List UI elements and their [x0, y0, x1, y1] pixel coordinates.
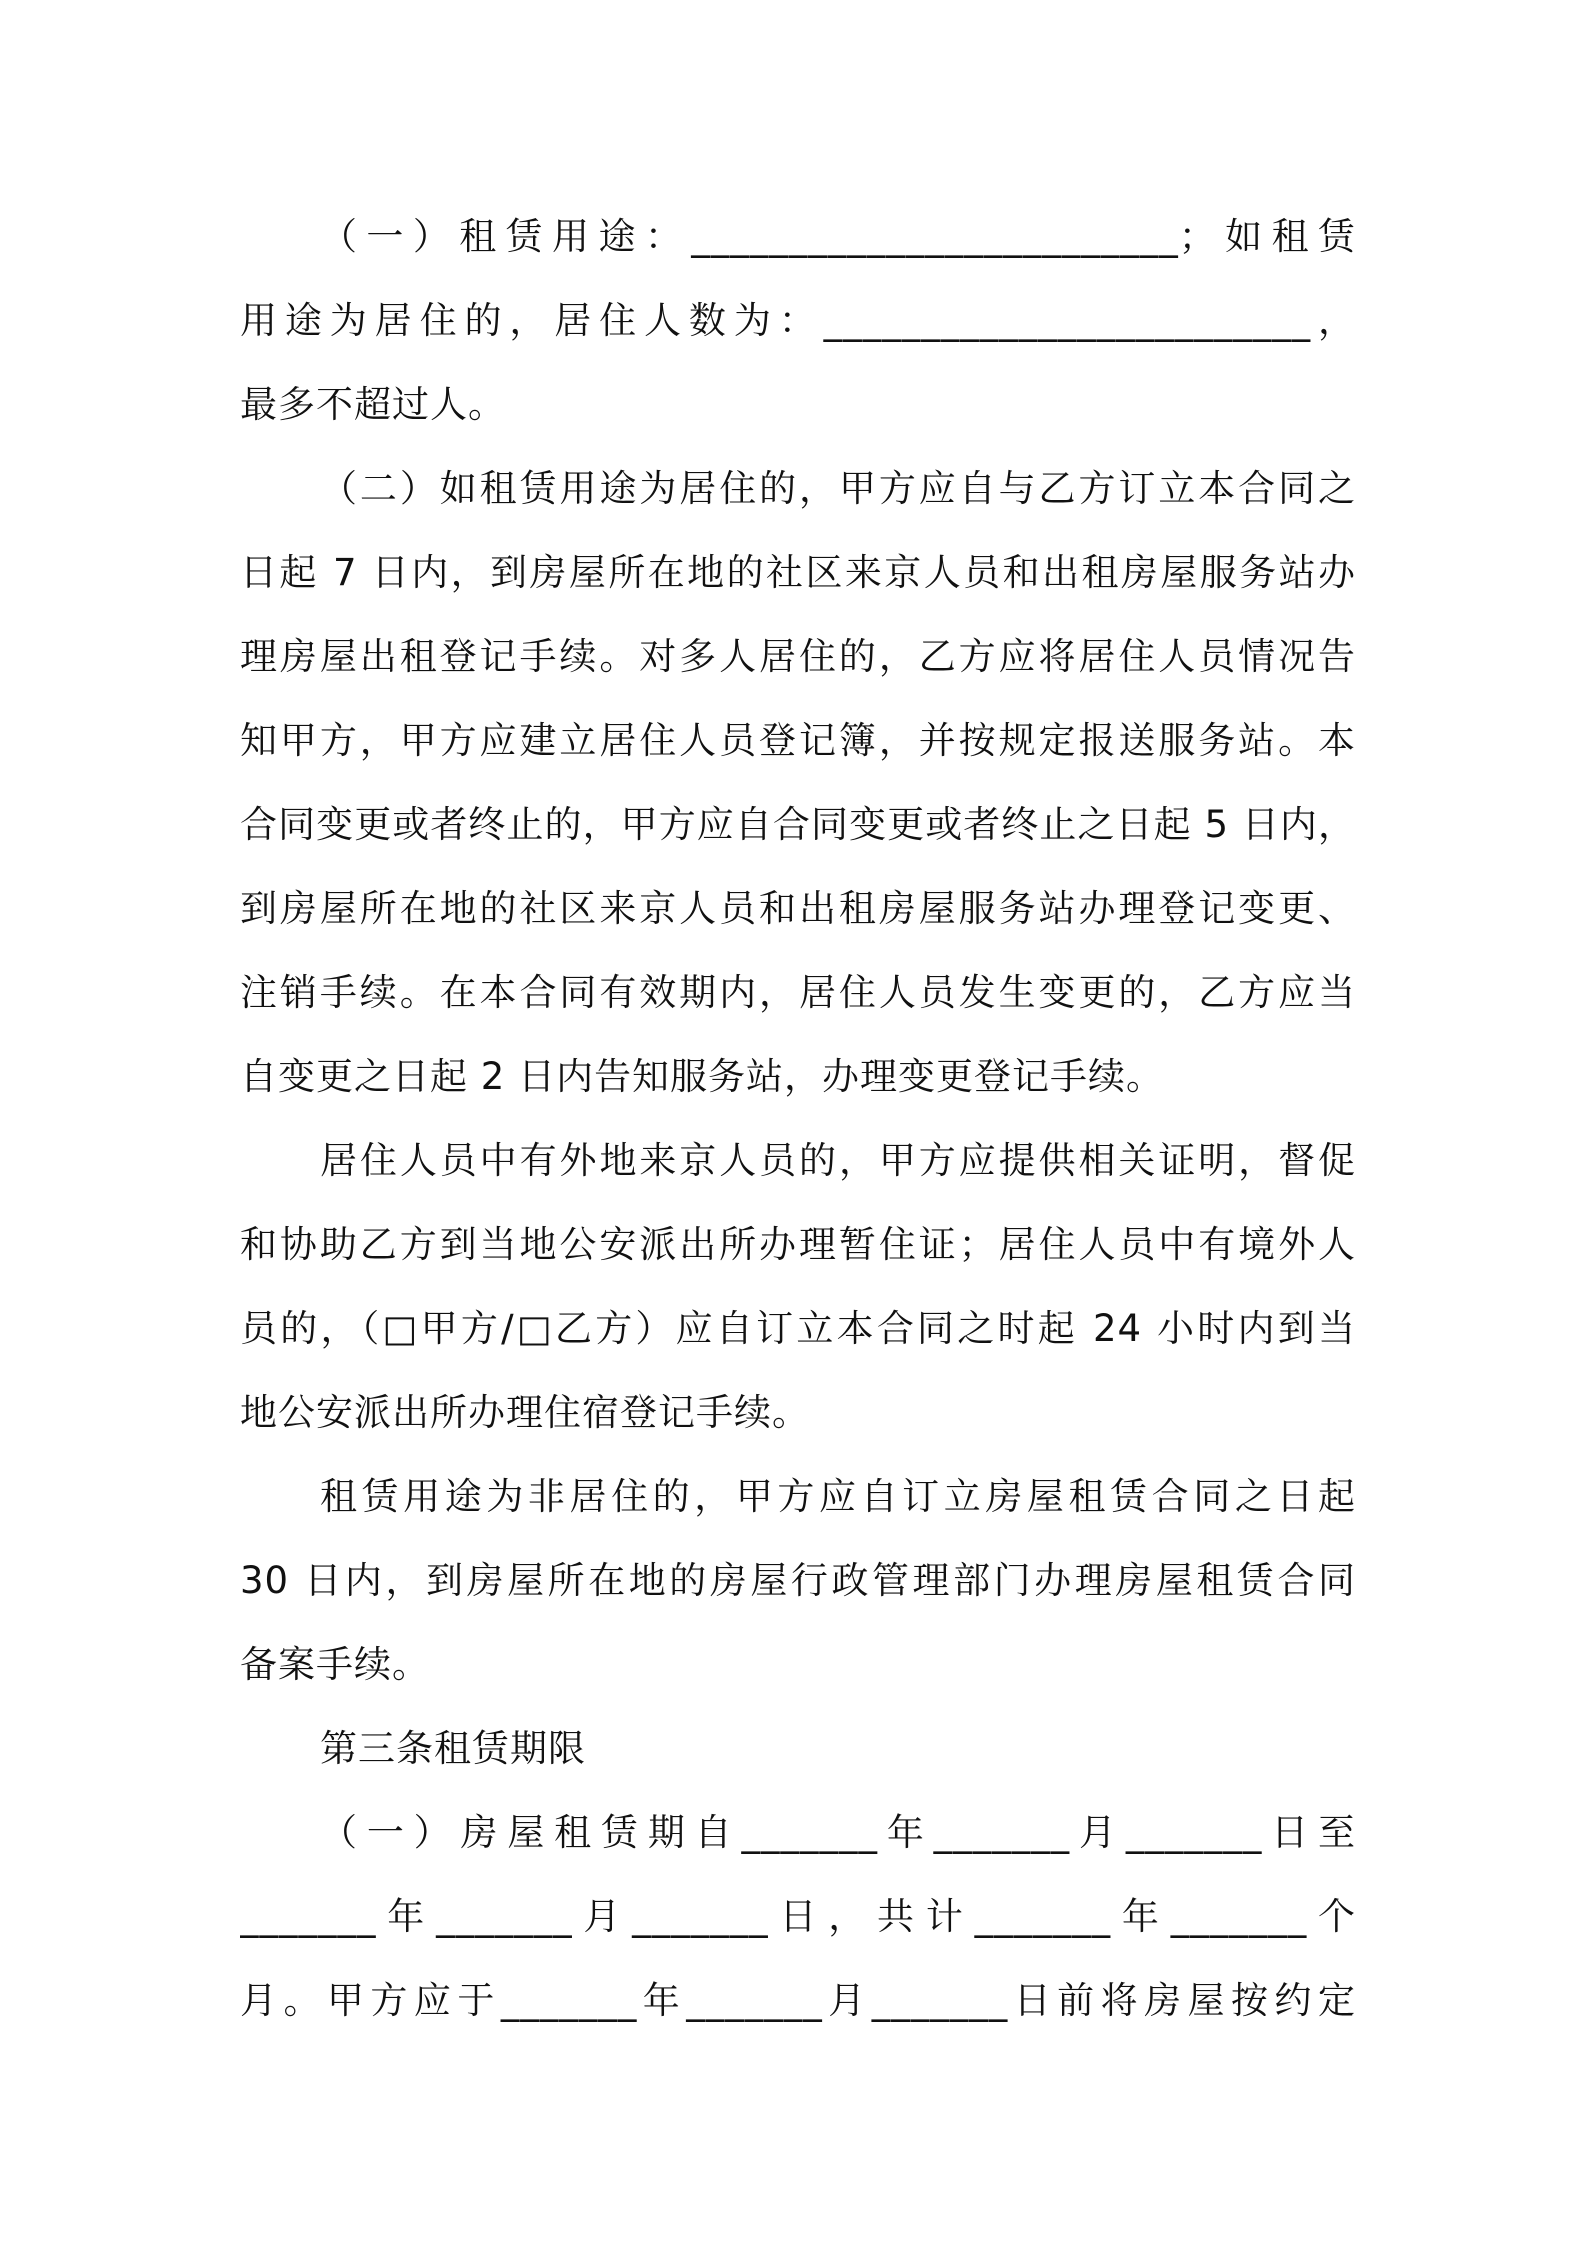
text-line: _______年_______月_______日，共计_______年_______个 — [240, 1895, 1356, 1938]
text-line: 月。甲方应于_______年_______月_______日前将房屋按约定 — [240, 1979, 1356, 2022]
text-line: 备案手续。 — [240, 1643, 430, 1686]
text-line: （一）房屋租赁期自_______年_______月_______日至 — [320, 1811, 1356, 1854]
text-line: 30 日内，到房屋所在地的房屋行政管理部门办理房屋租赁合同 — [240, 1559, 1356, 1602]
text-line: 居住人员中有外地来京人员的，甲方应提供相关证明，督促 — [320, 1139, 1356, 1182]
text-line: 到房屋所在地的社区来京人员和出租房屋服务站办理登记变更、 — [240, 887, 1356, 930]
text-line: 员的，（□甲方/□乙方）应自订立本合同之时起 24 小时内到当 — [240, 1307, 1356, 1350]
text-line: 最多不超过人。 — [240, 383, 506, 426]
text-line: 自变更之日起 2 日内告知服务站，办理变更登记手续。 — [240, 1055, 1165, 1098]
text-line: 用途为居住的，居住人数为：_________________________， — [240, 299, 1356, 342]
text-line: 日起 7 日内，到房屋所在地的社区来京人员和出租房屋服务站办 — [240, 551, 1356, 594]
section-heading: 第三条租赁期限 — [320, 1727, 586, 1770]
text-line: 知甲方，甲方应建立居住人员登记簿，并按规定报送服务站。本 — [240, 719, 1356, 762]
contract-text — [240, 195, 1356, 2043]
text-line: 租赁用途为非居住的，甲方应自订立房屋租赁合同之日起 — [320, 1475, 1356, 1518]
text-line: 理房屋出租登记手续。对多人居住的，乙方应将居住人员情况告 — [240, 635, 1356, 678]
text-line: 地公安派出所办理住宿登记手续。 — [240, 1391, 810, 1434]
text-line: （二）如租赁用途为居住的，甲方应自与乙方订立本合同之 — [320, 467, 1356, 510]
text-line: 合同变更或者终止的，甲方应自合同变更或者终止之日起 5 日内， — [240, 803, 1356, 846]
text-line: 注销手续。在本合同有效期内，居住人员发生变更的，乙方应当 — [240, 971, 1356, 1014]
text-line: 和协助乙方到当地公安派出所办理暂住证；居住人员中有境外人 — [240, 1223, 1356, 1266]
text-line: （一）租赁用途：_________________________；如租赁 — [320, 215, 1356, 258]
